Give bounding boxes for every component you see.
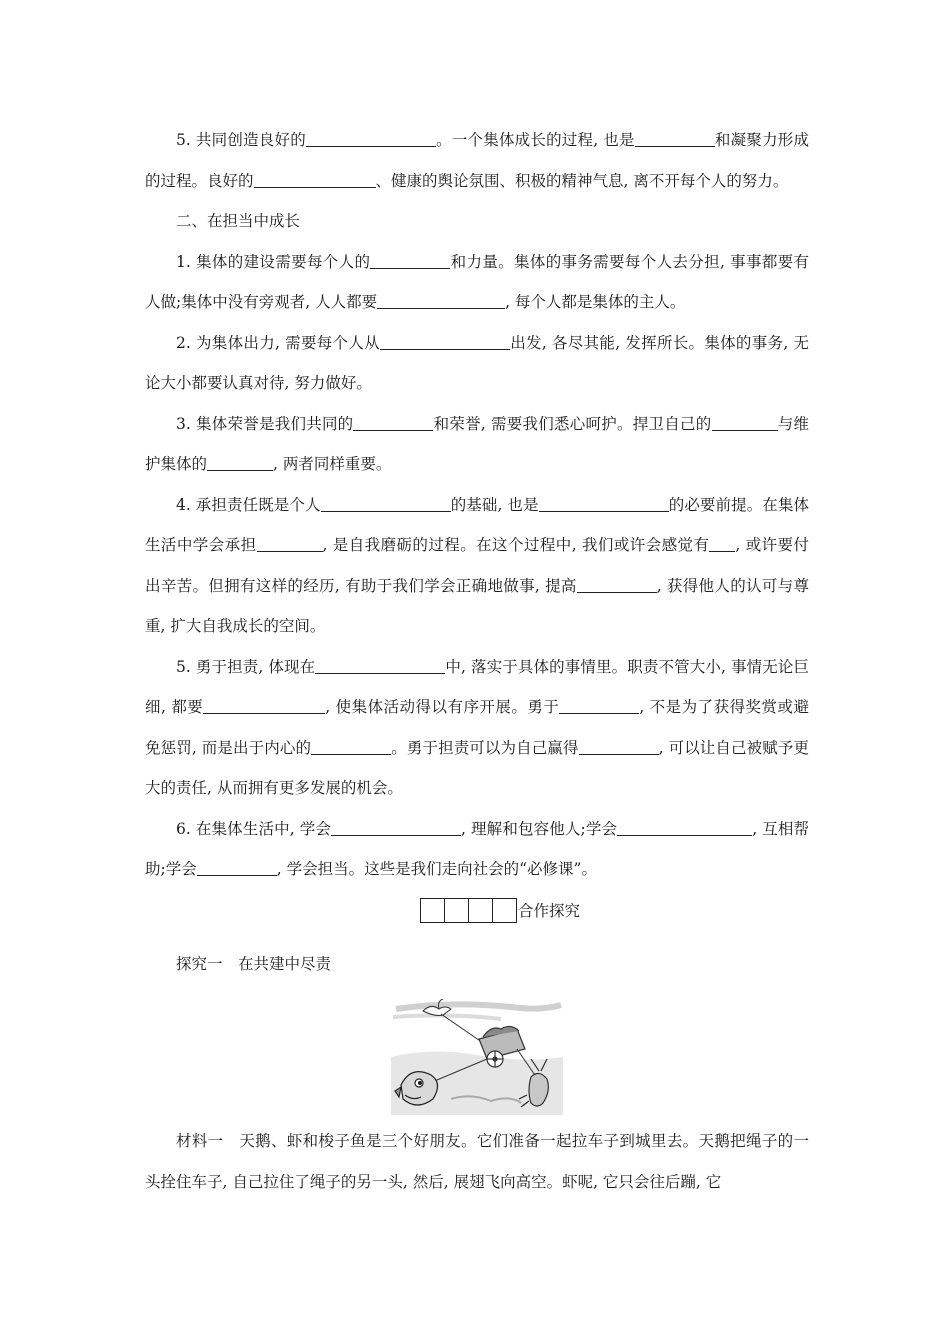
text: 和荣誉, 需要我们悉心呵护。捍卫自己的 bbox=[433, 414, 712, 433]
text: , 使集体活动得以有序开展。勇于 bbox=[325, 698, 560, 716]
item-3 bbox=[145, 404, 809, 485]
swan-shrimp-fish-cart-illustration bbox=[391, 999, 563, 1115]
blank[interactable] bbox=[254, 170, 376, 187]
text: 。勇于担责可以为自己赢得 bbox=[391, 738, 579, 757]
blank[interactable] bbox=[709, 535, 735, 552]
text: 4. 承担责任既是个人 bbox=[176, 495, 321, 514]
text: 、健康的舆论氛围、积极的精神气息, 离不开每个人的努力。 bbox=[375, 171, 789, 190]
blank[interactable] bbox=[617, 818, 752, 835]
text: , 或许要付出辛苦。但拥有这样的经历, 有助于我们学会正确地做事, 提高 bbox=[145, 536, 809, 595]
blank[interactable] bbox=[306, 130, 436, 147]
text: 和力量。集体的事务需要每个人去分担, 事事都要有人做;集体中没有旁观者, 人人都要 bbox=[145, 252, 810, 311]
blank[interactable] bbox=[370, 251, 450, 268]
section-heading bbox=[191, 890, 809, 930]
document-body bbox=[145, 120, 809, 1202]
blank[interactable] bbox=[539, 494, 669, 511]
blank[interactable] bbox=[203, 697, 325, 714]
text: 。一个集体成长的过程, 也是 bbox=[435, 131, 635, 149]
blank[interactable] bbox=[315, 656, 445, 673]
text: , 学会担当。这些是我们走向社会的“必修课”。 bbox=[276, 860, 597, 878]
heading-box bbox=[420, 898, 445, 923]
blank[interactable] bbox=[577, 575, 657, 592]
text: 的必要前提。在集体生活中学会承担 bbox=[145, 495, 809, 554]
item-5 bbox=[145, 647, 809, 809]
text: 3. 集体荣誉是我们共同的 bbox=[176, 414, 354, 433]
item-6 bbox=[145, 809, 809, 890]
cartoon-illustration bbox=[391, 999, 563, 1115]
text: 1. 集体的建设需要每个人的 bbox=[176, 252, 371, 271]
text: 6. 在集体生活中, 学会 bbox=[176, 819, 332, 838]
blank[interactable] bbox=[207, 454, 273, 471]
text: 5. 勇于担责, 体现在 bbox=[176, 657, 316, 676]
explore-title: 探究一 在共建中尽责 bbox=[176, 954, 332, 973]
section-title: 二、在担当中成长 bbox=[176, 212, 301, 230]
text: 5. 共同创造良好的 bbox=[176, 131, 306, 149]
heading-box bbox=[492, 898, 517, 923]
text: 中, 落实于具体的事情里。职责不管大小, 事情无论巨细, 都要 bbox=[145, 657, 809, 716]
item-2 bbox=[145, 323, 809, 404]
text: , 两者同样重要。 bbox=[273, 455, 392, 473]
text: , 每个人都是集体的主人。 bbox=[505, 293, 686, 311]
text: , 理解和包容他人;学会 bbox=[461, 819, 618, 838]
blank[interactable] bbox=[353, 413, 433, 430]
text: 出发, 各尽其能, 发挥所长。集体的事务, 无论大小都要认真对待, 努力做好。 bbox=[145, 333, 809, 392]
blank[interactable] bbox=[579, 737, 659, 754]
text: , 互相帮助;学会 bbox=[145, 819, 810, 878]
text: 和凝聚力形成的过程。良好的 bbox=[145, 131, 809, 190]
text: , 可以让自己被赋予更大的责任, 从而拥有更多发展的机会。 bbox=[145, 738, 809, 797]
heading-box bbox=[444, 898, 469, 923]
heading-box bbox=[468, 898, 493, 923]
text: 的基础, 也是 bbox=[450, 495, 539, 514]
text: , 是自我磨砺的过程。在这个过程中, 我们或许会感觉有 bbox=[322, 536, 710, 554]
blank[interactable] bbox=[712, 413, 778, 430]
item-1 bbox=[145, 242, 809, 323]
paragraph-5 bbox=[145, 120, 809, 201]
text: , 获得他人的认可与尊重, 扩大自我成长的空间。 bbox=[145, 576, 809, 635]
blank[interactable] bbox=[331, 818, 461, 835]
blank[interactable] bbox=[377, 292, 505, 309]
heading-boxes bbox=[420, 898, 516, 923]
item-4 bbox=[145, 485, 809, 647]
material-paragraph: 材料一 天鹅、虾和梭子鱼是三个好朋友。它们准备一起拉车子到城里去。天鹅把绳子的一头拴住车子, 自己拉住了绳子的另一头, 然后, 展翅飞向高空。虾呢, 它只会往后蹦, 它 bbox=[145, 1132, 809, 1191]
text: , 不是为了获得奖赏或避免惩罚, 而是出于内心的 bbox=[145, 698, 809, 757]
heading-label: 合作探究 bbox=[517, 901, 580, 920]
blank[interactable] bbox=[321, 494, 451, 511]
blank[interactable] bbox=[197, 859, 277, 876]
text: 与维护集体的 bbox=[145, 414, 809, 473]
blank[interactable] bbox=[311, 737, 391, 754]
blank[interactable] bbox=[559, 697, 639, 714]
blank[interactable] bbox=[257, 535, 323, 552]
blank[interactable] bbox=[635, 130, 715, 147]
text: 2. 为集体出力, 需要每个人从 bbox=[176, 333, 380, 352]
blank[interactable] bbox=[380, 332, 510, 349]
